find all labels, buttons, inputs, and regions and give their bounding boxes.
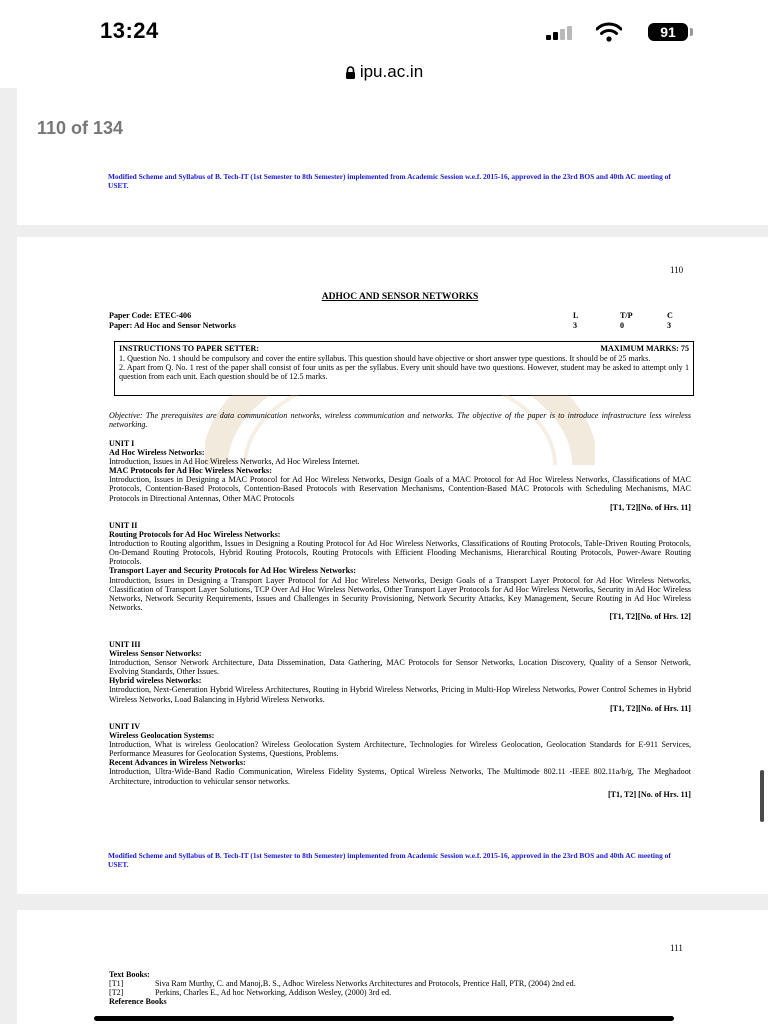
clock: 13:24 (100, 18, 159, 43)
paper-info (109, 311, 691, 330)
unit-label: UNIT IV (109, 722, 141, 731)
maximum-marks: MAXIMUM MARKS: 75 (600, 344, 689, 353)
url-display[interactable] (0, 62, 768, 82)
book-reference (109, 979, 691, 988)
instructions-heading: INSTRUCTIONS TO PAPER SETTER: (119, 344, 260, 353)
instructions-box (114, 341, 694, 396)
page-109-tail (17, 88, 768, 225)
col-c-value: 3 (667, 320, 672, 330)
page-number: 111 (670, 943, 683, 953)
unit-topic-text: Introduction, Issues in Designing a Transport Layer Protocol for Ad Hoc Wireless Networks, Design Goals of a Transport Layer Protocol for Ad Hoc Wireless Networks, Classification of Transport Layer Solutions, TCP Over Ad Hoc Wireless Networks, Other Transport Layer Protocols for Ad Hoc Wireless Networks, Security in Ad Hoc Wireless Networks, Network Security Requirements, Issues and Challenges in Security Provisioning, Network Security Attacks, Key Management, Secure Routing in Ad Hoc Wireless Networks. (109, 575, 691, 612)
unit-topic-text: Introduction to Routing algorithm, Issues in Designing a Routing Protocol for Ad Hoc Wireless Networks, Classifications of Routing Protocols, Table-Driven Routing Protocols, On-Demand Routing Protocols, Hybrid Routing Protocols, Routing Protocols with Efficient Flooding Mechanisms, Hierarchical Routing Protocols, Power-Aware Routing Protocols. (109, 539, 691, 567)
unit-label: UNIT I (109, 439, 135, 448)
instruction-1: 1. Question No. 1 should be compulsory and cover the entire syllabus. This question should have objective or short answer type questions. It should be of 25 marks. (119, 353, 651, 363)
unit-topic-heading: Wireless Sensor Networks: (109, 649, 202, 659)
unit-label: UNIT II (109, 521, 138, 530)
unit-topic-heading: Ad Hoc Wireless Networks: (109, 448, 205, 458)
unit-topic-heading: Transport Layer and Security Protocols for Ad Hoc Wireless Networks: (109, 566, 356, 576)
battery-cap (690, 28, 693, 36)
lock-icon (345, 66, 356, 79)
book-citation: Perkins, Charles E., Ad hoc Networking, Addison Wesley, (2000) 3rd ed. (155, 988, 392, 998)
col-l-value: 3 (573, 320, 578, 330)
unit-topic-heading: Hybrid wireless Networks: (109, 676, 202, 686)
cellular-signal-icon (546, 26, 582, 40)
page-111 (17, 910, 768, 1024)
wifi-icon (596, 22, 622, 42)
paper-name: Paper: Ad Hoc and Sensor Networks (109, 320, 236, 330)
unit-hours: [T1, T2][No. of Hrs. 11] (609, 703, 691, 713)
unit-topic-heading: Recent Advances in Wireless Networks: (109, 758, 246, 768)
unit-topic-heading: MAC Protocols for Ad Hoc Wireless Networks: (109, 466, 272, 476)
book-tag: [T1] (109, 979, 124, 989)
home-indicator[interactable] (94, 1016, 674, 1021)
instruction-2: 2. Apart from Q. No. 1 rest of the paper shall consist of four units as per the syllabus. Every unit should have two questions. However, student may be asked to attempt only 1 question from each unit. Each question should be of 12.5 marks. (119, 362, 689, 381)
scrollbar-thumb[interactable] (760, 770, 764, 822)
book-reference (109, 988, 691, 997)
col-l-label: L (573, 311, 579, 320)
unit-topic-text: Introduction, Next-Generation Hybrid Wireless Architectures, Routing in Hybrid Wireless Networks, Pricing in Multi-Hop Wireless Networks, Power Control Schemes in Hybrid Wireless Networks, Load Balancing in Hybrid Wireless Networks. (109, 685, 691, 704)
text-books (109, 970, 691, 1006)
unit-2 (109, 521, 691, 621)
unit-topic-text: Introduction, Issues in Ad Hoc Wireless Networks, Ad Hoc Wireless Internet. (109, 457, 360, 467)
page-counter: 110 of 134 (37, 118, 124, 138)
unit-hours: [T1, T2][No. of Hrs. 12] (609, 611, 691, 621)
col-tp-label: T/P (620, 311, 633, 320)
book-citation: Siva Ram Murthy, C. and Manoj,B. S., Adhoc Wireless Networks Architectures and Protocols, Prentice Hall, PTR, (2004) 2nd ed. (155, 979, 576, 989)
text-books-heading: Text Books: (109, 970, 150, 979)
battery-icon: 91 (648, 23, 688, 41)
paper-code: Paper Code: ETEC-406 (109, 311, 192, 320)
url-text: ipu.ac.in (359, 62, 424, 81)
course-title: ADHOC AND SENSOR NETWORKS (321, 292, 479, 302)
unit-hours: [T1, T2][No. of Hrs. 11] (609, 502, 691, 512)
reference-books-heading: Reference Books (109, 997, 167, 1007)
unit-1 (109, 439, 691, 512)
unit-label: UNIT III (109, 640, 141, 649)
page-footer-note: Modified Scheme and Syllabus of B. Tech-IT (1st Semester to 8th Semester) implemented from Academic Session w.e.f. 2015-16, approved in the 23rd BOS and 40th AC meeting of USET. (108, 172, 671, 190)
col-tp-value: 0 (620, 320, 625, 330)
unit-hours: [T1, T2] [No. of Hrs. 11] (607, 789, 691, 799)
unit-4 (109, 722, 691, 799)
unit-topic-text: Introduction, Ultra-Wide-Band Radio Communication, Wireless Fidelity Systems, Optical Wireless Networks, The Multimode 802.11 -IEEE 802.11a/b/g, The Meghadoot Architecture, introduction to vehicular sensor networks. (109, 767, 691, 786)
address-bar[interactable] (0, 56, 768, 88)
unit-topic-heading: Routing Protocols for Ad Hoc Wireless Networks: (109, 530, 281, 540)
objective: Objective: The prerequisites are data communication networks, wireless communication and networks. The objective of the paper is to introduce infrastructure less wireless networking. (109, 411, 691, 430)
unit-topic-text: Introduction, Sensor Network Architecture, Data Dissemination, Data Gathering, MAC Protocols for Sensor Networks, Location Discovery, Quality of a Sensor Network, Evolving Standards, Other Issues. (109, 658, 691, 677)
unit-topic-text: Introduction, What is wireless Geolocation? Wireless Geolocation System Architecture, Technologies for Wireless Geolocation, Geolocation Standards for E-911 Services, Performance Measures for Geolocation Systems, Questions, Problems. (109, 740, 691, 759)
page-number: 110 (670, 265, 684, 275)
status-bar (0, 0, 768, 56)
unit-topic-heading: Wireless Geolocation Systems: (109, 731, 215, 741)
col-c-label: C (667, 311, 673, 320)
book-tag: [T2] (109, 988, 124, 998)
unit-topic-text: Introduction, Issues in Designing a MAC Protocol for Ad Hoc Wireless Networks, Design Goals of a MAC Protocol for Ad Hoc Wireless Networks, Classifications of MAC Protocols, Contention-Based Protocols, Contention-Based Protocols with Reservation Mechanisms, Contention-Based MAC Protocols with Scheduling Mechanisms, MAC Protocols in Directional Antennas, Other MAC Protocols (109, 475, 691, 503)
unit-3 (109, 640, 691, 713)
page-footer-note: Modified Scheme and Syllabus of B. Tech-IT (1st Semester to 8th Semester) implemented from Academic Session w.e.f. 2015-16, approved in the 23rd BOS and 40th AC meeting of USET. (108, 851, 671, 869)
